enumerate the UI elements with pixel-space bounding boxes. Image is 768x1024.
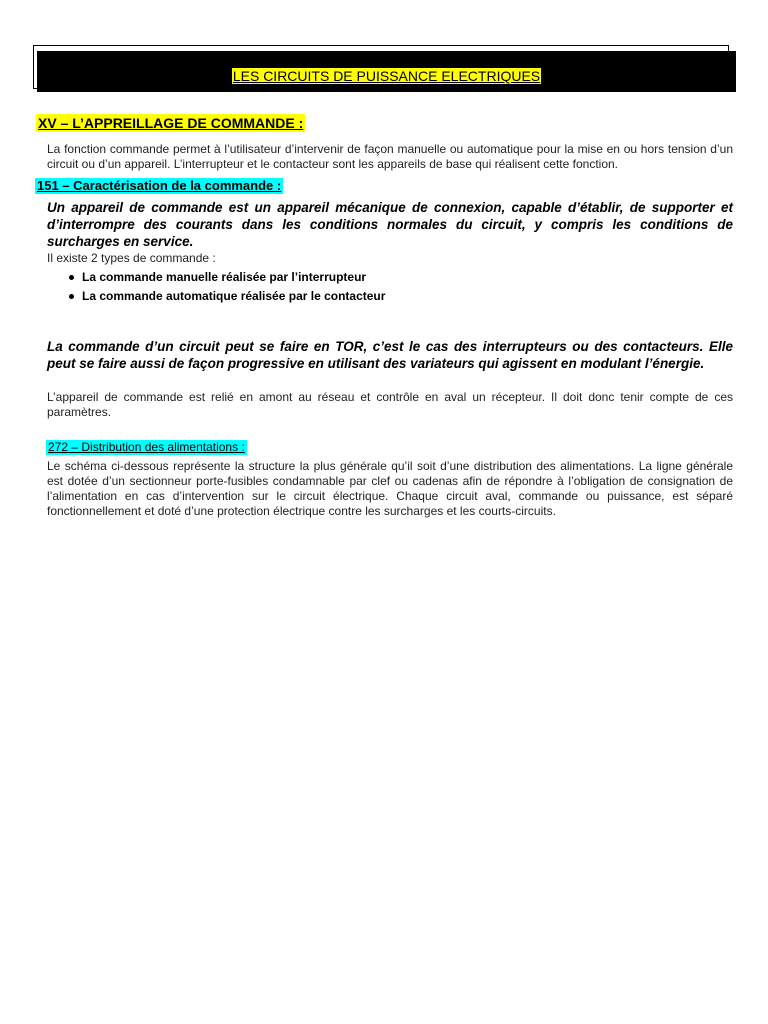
bullet-icon [69,294,74,299]
list-item: La commande automatique réalisée par le contacteur [66,287,385,306]
subsection-heading-151: 151 – Caractérisation de la commande : [37,178,282,193]
document-title: LES CIRCUITS DE PUISSANCE ELECTRIQUES [232,68,541,84]
intro-paragraph: La fonction commande permet à l’utilisateur d’intervenir de façon manuelle ou automatique pour la mise en ou hors tension d’un circuit ou d’un appareil. L’interrupteur et le contacteur sont les appareils de base qui réalisent cette fonction. [47,142,733,171]
bullet-icon [69,275,74,280]
distribution-paragraph: Le schéma ci-dessous représente la structure la plus générale qu’il soit d’une distribution des alimentations. La ligne générale est dotée d’un sectionneur porte-fusibles condamnable par clef ou cadenas afin de répondre à l’obligation de consignation de l’alimentation en cas d’intervention sur le circuit électrique. Chaque circuit aval, commande ou puissance, est séparé fonctionnellement et doté d’une protection électrique contre les surcharges et les courts-circuits. [47,459,733,518]
title-banner [37,51,736,92]
section-heading: XV – L’APPREILLAGE DE COMMANDE : [38,115,304,131]
types-intro: Il existe 2 types de commande : [47,251,216,265]
network-paragraph: L’appareil de commande est relié en amont au réseau et contrôle en aval un récepteur. Il doit donc tenir compte de ces paramètres. [47,390,733,419]
subsection-heading-272: 272 – Distribution des alimentations : [48,440,245,454]
list-item: La commande manuelle réalisée par l’interrupteur [66,268,385,287]
definition-paragraph: Un appareil de commande est un appareil mécanique de connexion, capable d’établir, de supporter et d’interrompre des courants dans les conditions normales du circuit, y compris les conditions de surcharges en service. [47,200,733,249]
command-types-list [66,268,385,306]
tor-paragraph: La commande d’un circuit peut se faire en TOR, c’est le cas des interrupteurs ou des contacteurs. Elle peut se faire aussi de façon progressive en utilisant des variateurs qui agissent en modulant l’énergie. [47,339,733,371]
